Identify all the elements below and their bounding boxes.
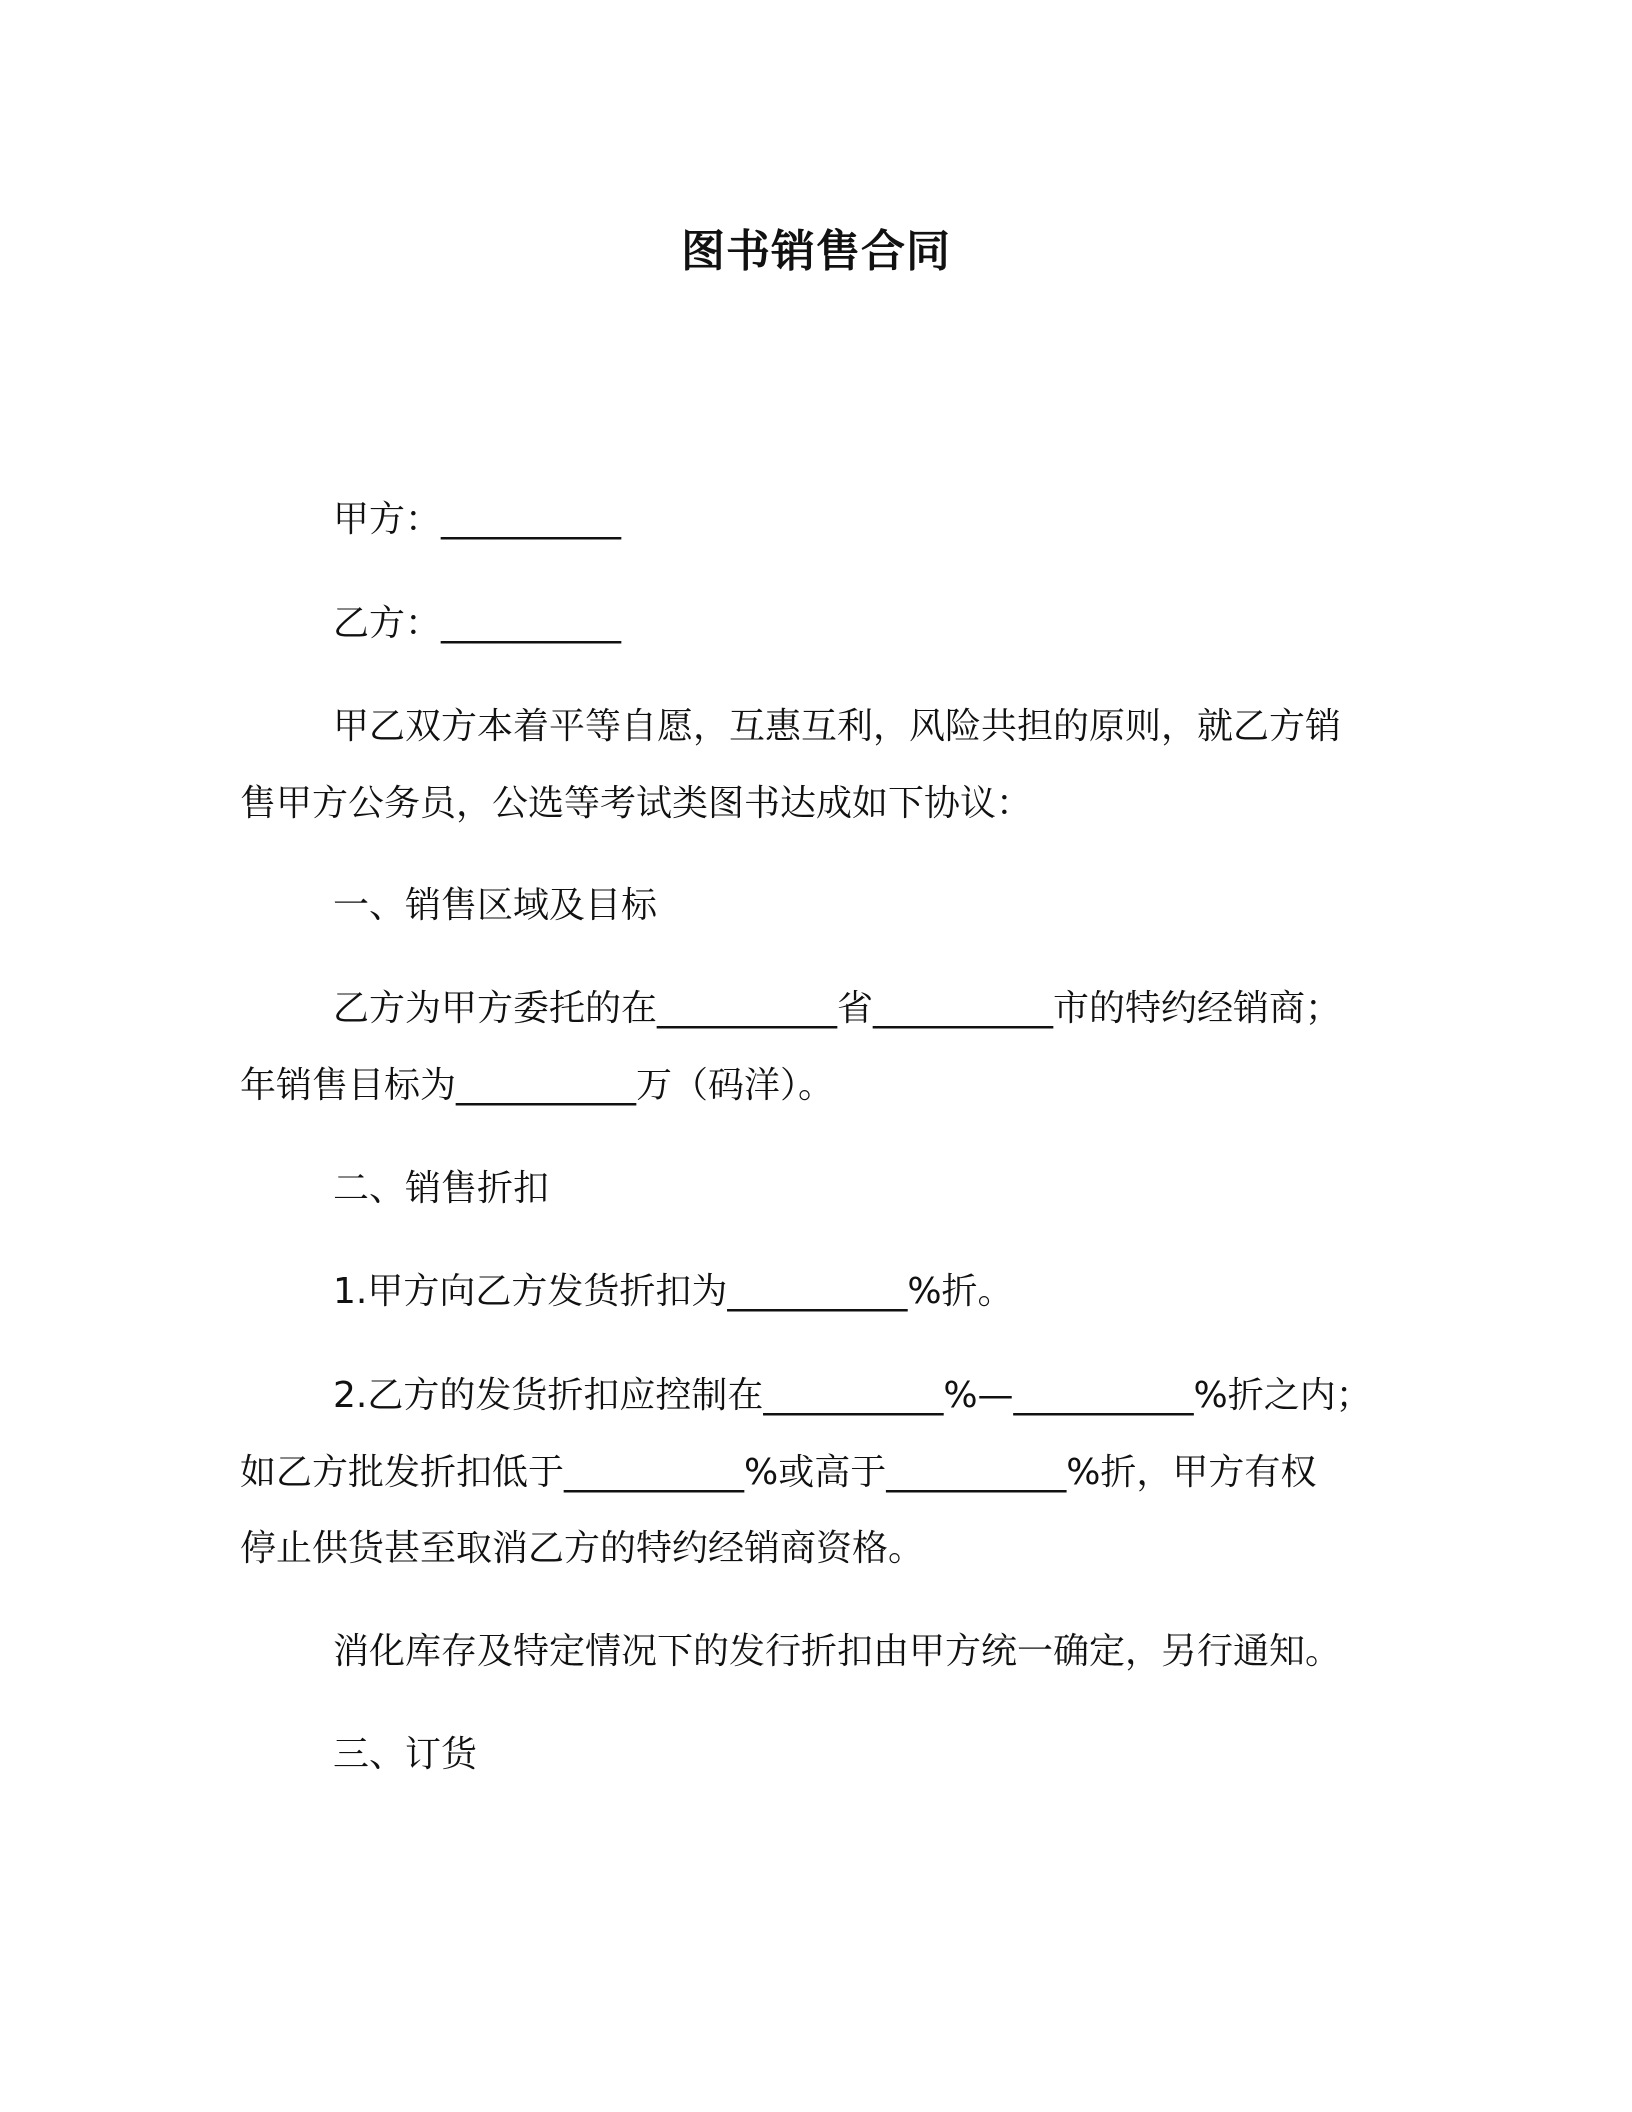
section-2-heading: 二、销售折扣 bbox=[333, 1168, 550, 1209]
clause-2-2-line-2: 如乙方批发折扣低于__________%或高于__________%折，甲方有权 bbox=[240, 1452, 1317, 1493]
clause-2-1: 1.甲方向乙方发货折扣为__________%折。 bbox=[333, 1271, 1014, 1312]
party-b-line: 乙方：__________ bbox=[333, 603, 622, 644]
section-3-heading: 三、订货 bbox=[333, 1734, 478, 1775]
section-1-heading: 一、销售区域及目标 bbox=[333, 885, 658, 926]
preamble-line-1: 甲乙双方本着平等自愿，互惠互利，风险共担的原则，就乙方销 bbox=[333, 706, 1342, 747]
clause-2-note: 消化库存及特定情况下的发行折扣由甲方统一确定，另行通知。 bbox=[333, 1631, 1342, 1672]
document-title: 图书销售合同 bbox=[681, 226, 951, 277]
clause-2-2-line-3: 停止供货甚至取消乙方的特约经销商资格。 bbox=[240, 1528, 925, 1569]
section-1-line-2: 年销售目标为__________万（码洋）。 bbox=[240, 1065, 835, 1106]
section-1-line-1: 乙方为甲方委托的在__________省__________市的特约经销商； bbox=[333, 988, 1342, 1029]
party-a-line: 甲方：__________ bbox=[333, 499, 622, 540]
preamble-line-2: 售甲方公务员，公选等考试类图书达成如下协议： bbox=[240, 783, 1033, 824]
clause-2-2-line-1: 2.乙方的发货折扣应控制在__________%—__________%折之内； bbox=[333, 1375, 1372, 1416]
